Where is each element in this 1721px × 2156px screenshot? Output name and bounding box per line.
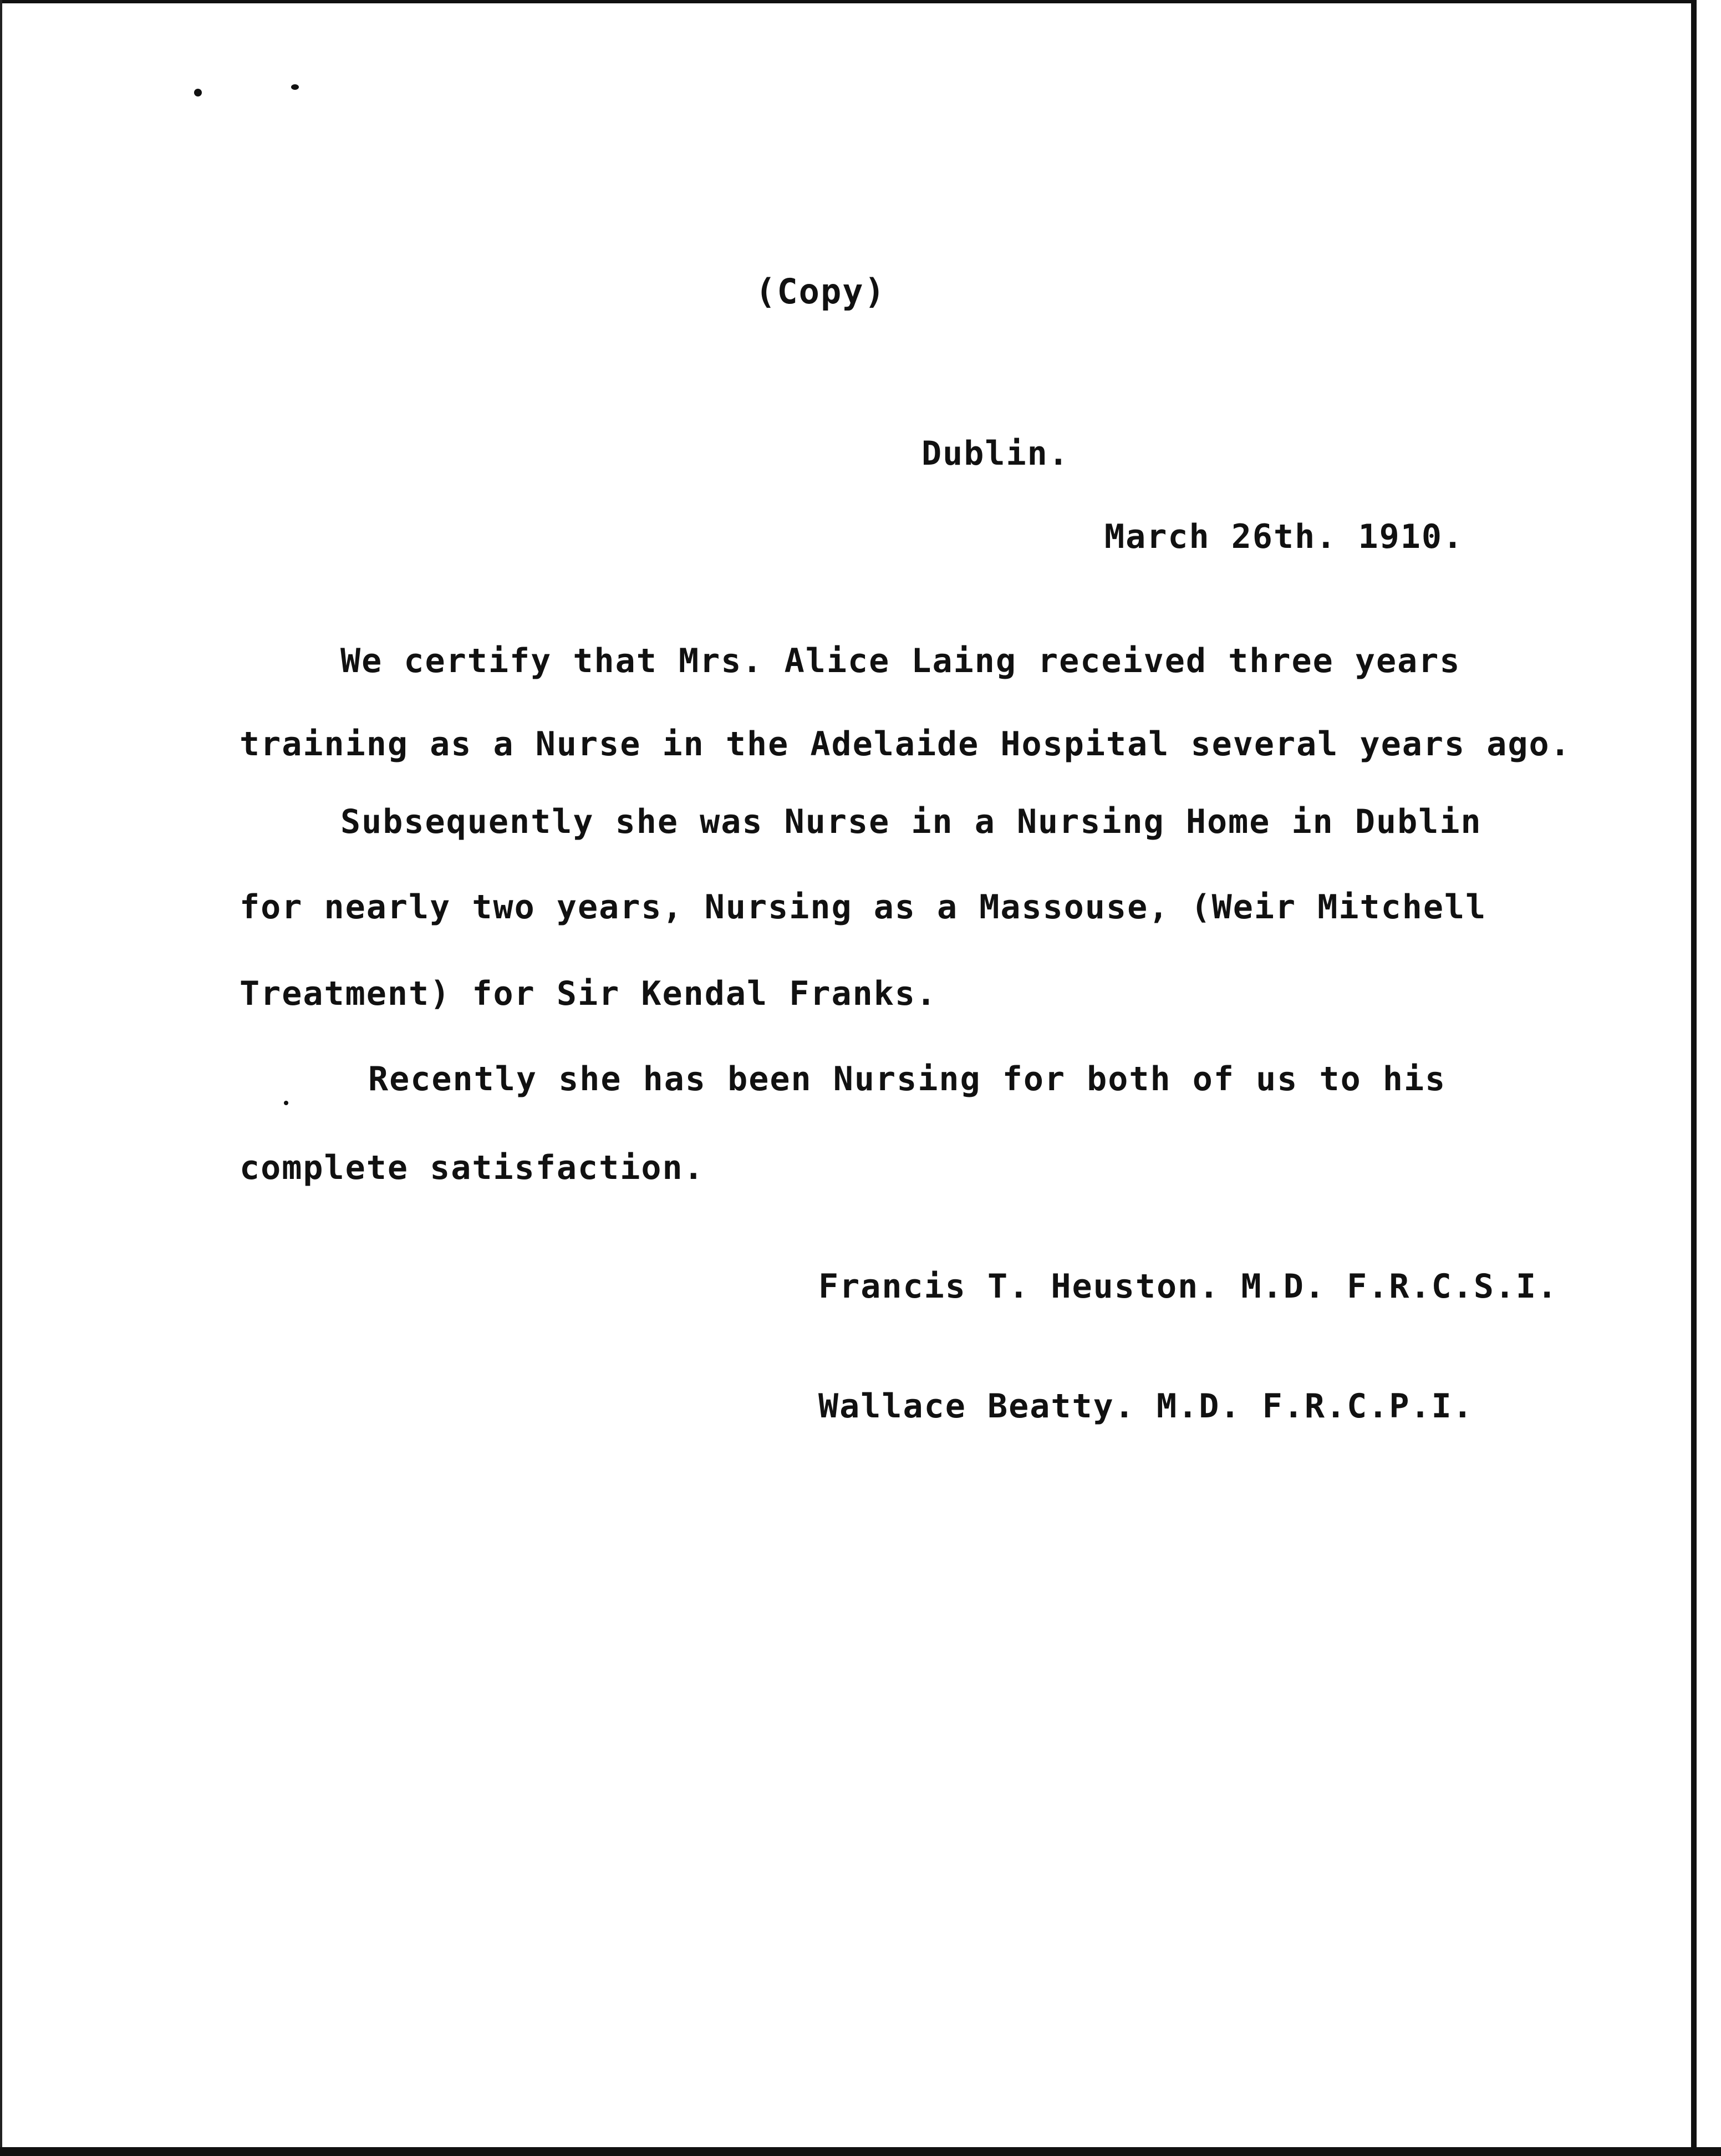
scan-edge-bottom bbox=[0, 2147, 1721, 2156]
scan-edge-top bbox=[0, 0, 1721, 3]
body-line: training as a Nurse in the Adelaide Hospital several years ago. bbox=[240, 725, 1571, 764]
scan-edge-right bbox=[1691, 0, 1721, 2156]
ink-speck bbox=[194, 89, 202, 96]
body-line: Recently she has been Nursing for both of us to his bbox=[368, 1060, 1447, 1099]
body-line: complete satisfaction. bbox=[240, 1148, 705, 1187]
body-line: for nearly two years, Nursing as a Massouse, (Weir Mitchell bbox=[240, 888, 1487, 927]
signature-line: Wallace Beatty. M.D. F.R.C.P.I. bbox=[818, 1387, 1474, 1426]
date-line: March 26th. 1910. bbox=[1104, 517, 1464, 556]
ink-speck bbox=[291, 84, 299, 90]
body-line: Subsequently she was Nurse in a Nursing Home in Dublin bbox=[340, 802, 1482, 841]
copy-mark: (Copy) bbox=[755, 271, 886, 312]
place-line: Dublin. bbox=[921, 434, 1070, 473]
scan-edge-left bbox=[0, 0, 2, 2156]
body-line: Treatment) for Sir Kendal Franks. bbox=[240, 974, 938, 1013]
ink-speck bbox=[284, 1101, 288, 1105]
body-line: We certify that Mrs. Alice Laing received three years bbox=[340, 642, 1461, 680]
signature-line: Francis T. Heuston. M.D. F.R.C.S.I. bbox=[818, 1267, 1559, 1306]
